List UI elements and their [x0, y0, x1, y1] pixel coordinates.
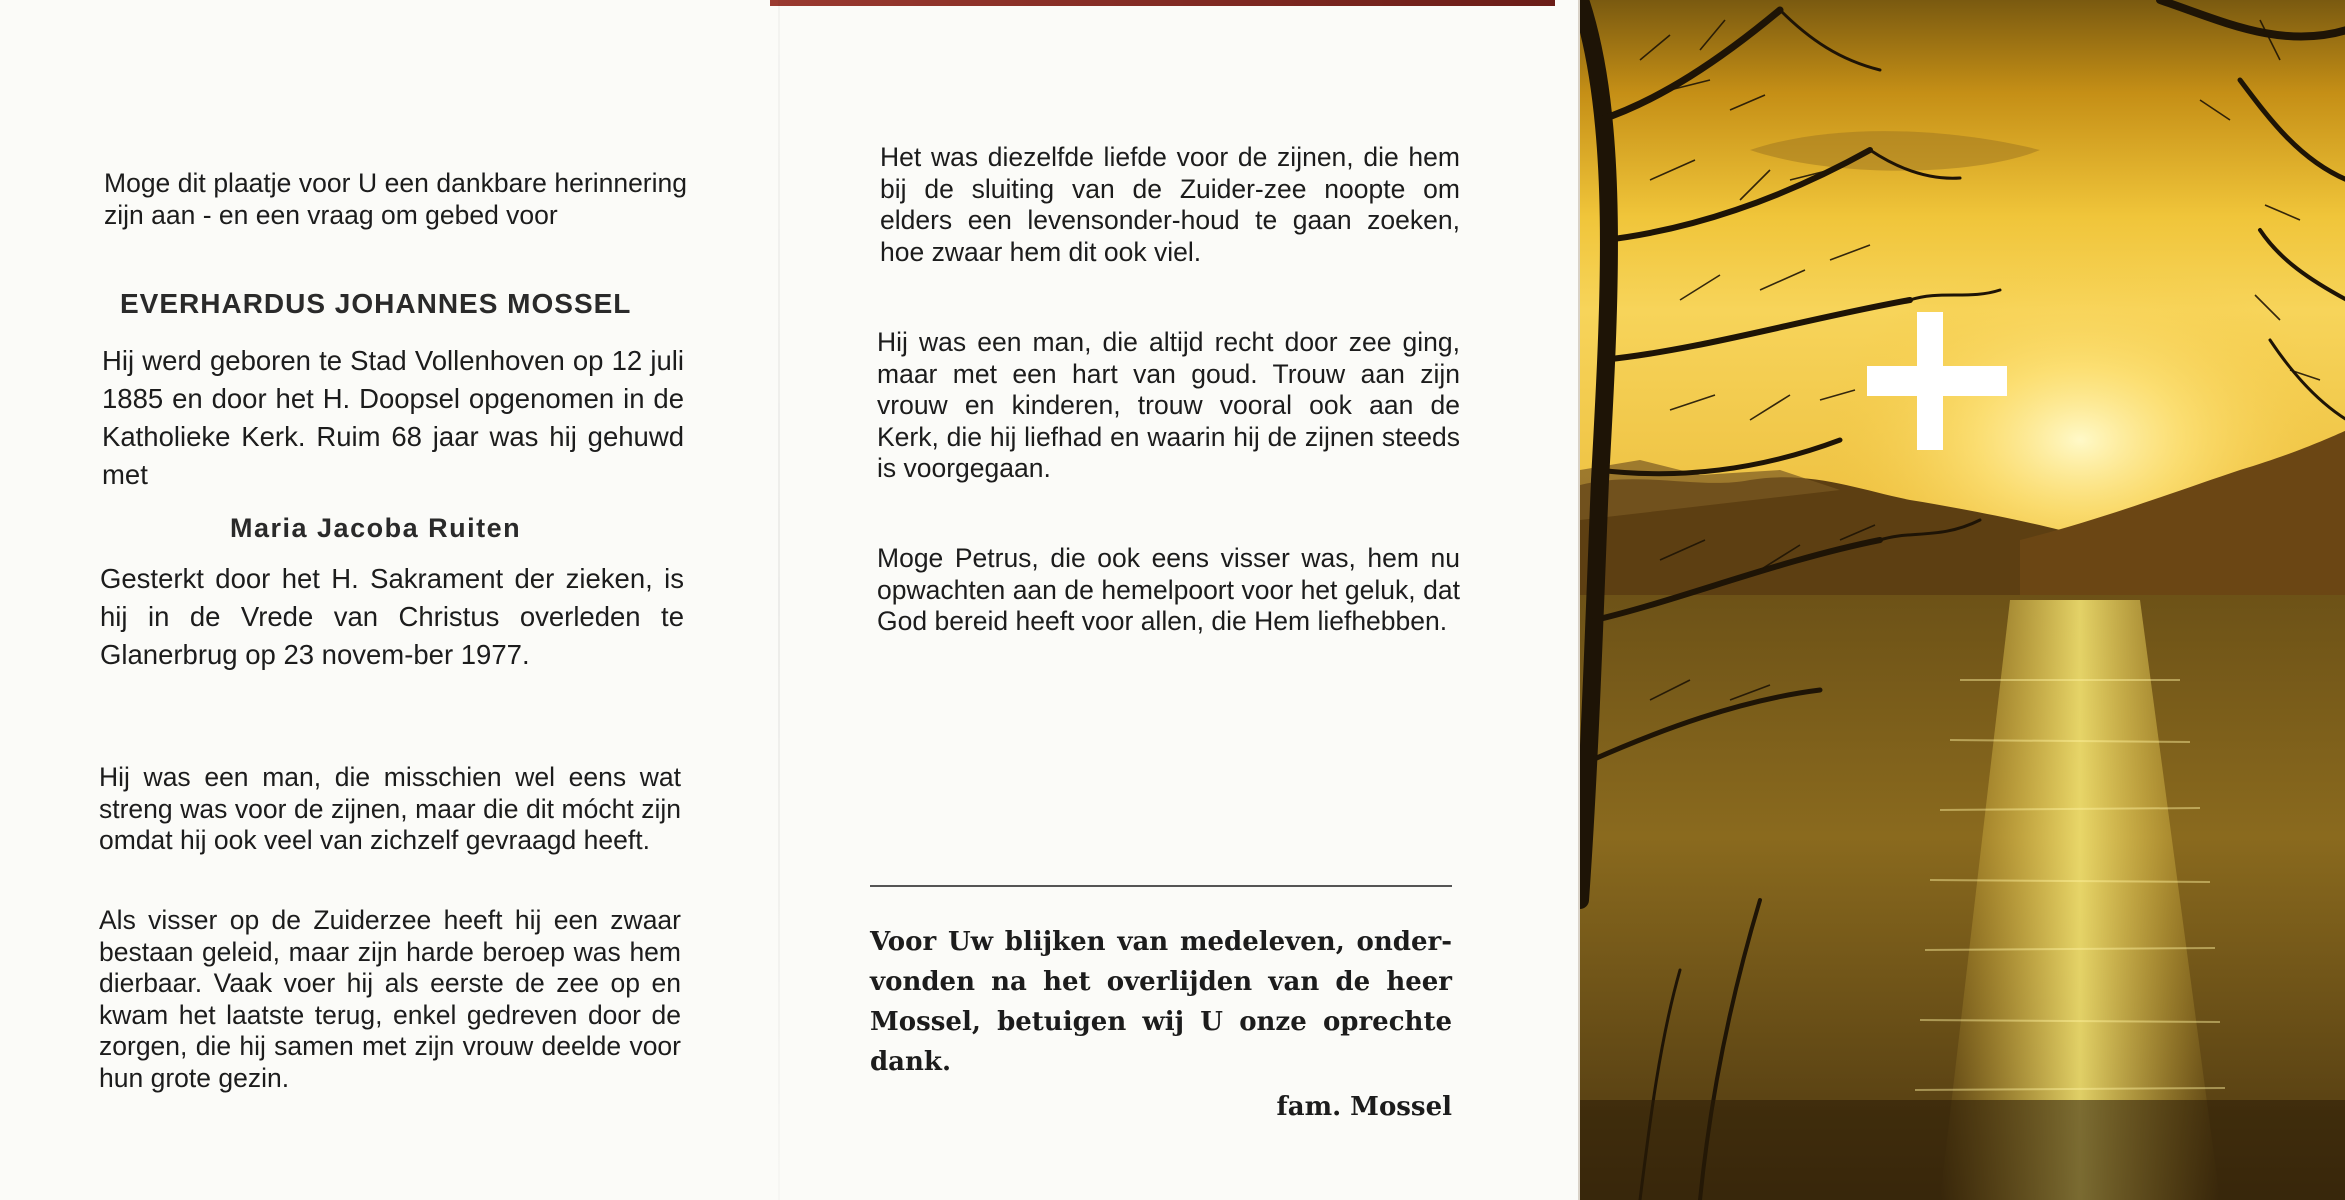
- petrus-text: Moge Petrus, die ook eens visser was, hem nu opwachten aan de hemelpoort voor het geluk, dat God bereid heeft voor allen, die Hem liefhebben.: [877, 543, 1460, 636]
- foreground-shadow: [1580, 1100, 2345, 1200]
- divider-line: [870, 885, 1452, 887]
- spouse-name: Maria Jacoba Ruiten: [230, 513, 522, 543]
- character-text: Hij was een man, die misschien wel eens wat streng was voor de zijnen, maar die dit mócht zijn omdat hij ook veel van zichzelf gevraagd heeft.: [99, 762, 681, 855]
- deceased-name: EVERHARDUS JOHANNES MOSSEL: [120, 288, 632, 319]
- sunset-lake-photo: [1578, 0, 2345, 1200]
- fisherman-text: Als visser op de Zuiderzee heeft hij een zwaar bestaan geleid, maar zijn harde beroep was hem dierbaar. Vaak voer hij als eerste de zee op en kwam het laatste terug, enkel gedreven door de zorgen, die hij samen met zijn vrouw deelde voor hun grote gezin.: [99, 905, 681, 1093]
- left-page: [0, 0, 780, 1200]
- photo-illustration: [1580, 0, 2345, 1200]
- family-signature: fam. Mossel: [1276, 1092, 1452, 1122]
- birth-text: Hij werd geboren te Stad Vollenhoven op 12 juli 1885 en door het H. Doopsel opgenomen in de Katholieke Kerk. Ruim 68 jaar was hij gehuwd met: [102, 345, 684, 490]
- intro-text: Moge dit plaatje voor U een dankbare herinnering zijn aan - en een vraag om gebed voor: [104, 168, 687, 230]
- love-text: Het was diezelfde liefde voor de zijnen, die hem bij de sluiting van de Zuider-zee noopte om elders een levensonder-houd te gaan zoeken, hoe zwaar hem dit ook viel.: [880, 142, 1460, 267]
- thanks-text: Voor Uw blijken van medeleven, onder-vonden na het overlijden van de heer Mossel, betuigen wij U onze oprechte dank.: [870, 927, 1452, 1077]
- heart-text: Hij was een man, die altijd recht door zee ging, maar met een hart van goud. Trouw aan zijn vrouw en kinderen, trouw vooral ook aan de Kerk, die hij liefhad en waarin hij de zijnen steeds is voorgegaan.: [877, 327, 1460, 483]
- death-text: Gesterkt door het H. Sakrament der zieken, is hij in de Vrede van Christus overleden te Glanerbrug op 23 novem-ber 1977.: [100, 563, 684, 670]
